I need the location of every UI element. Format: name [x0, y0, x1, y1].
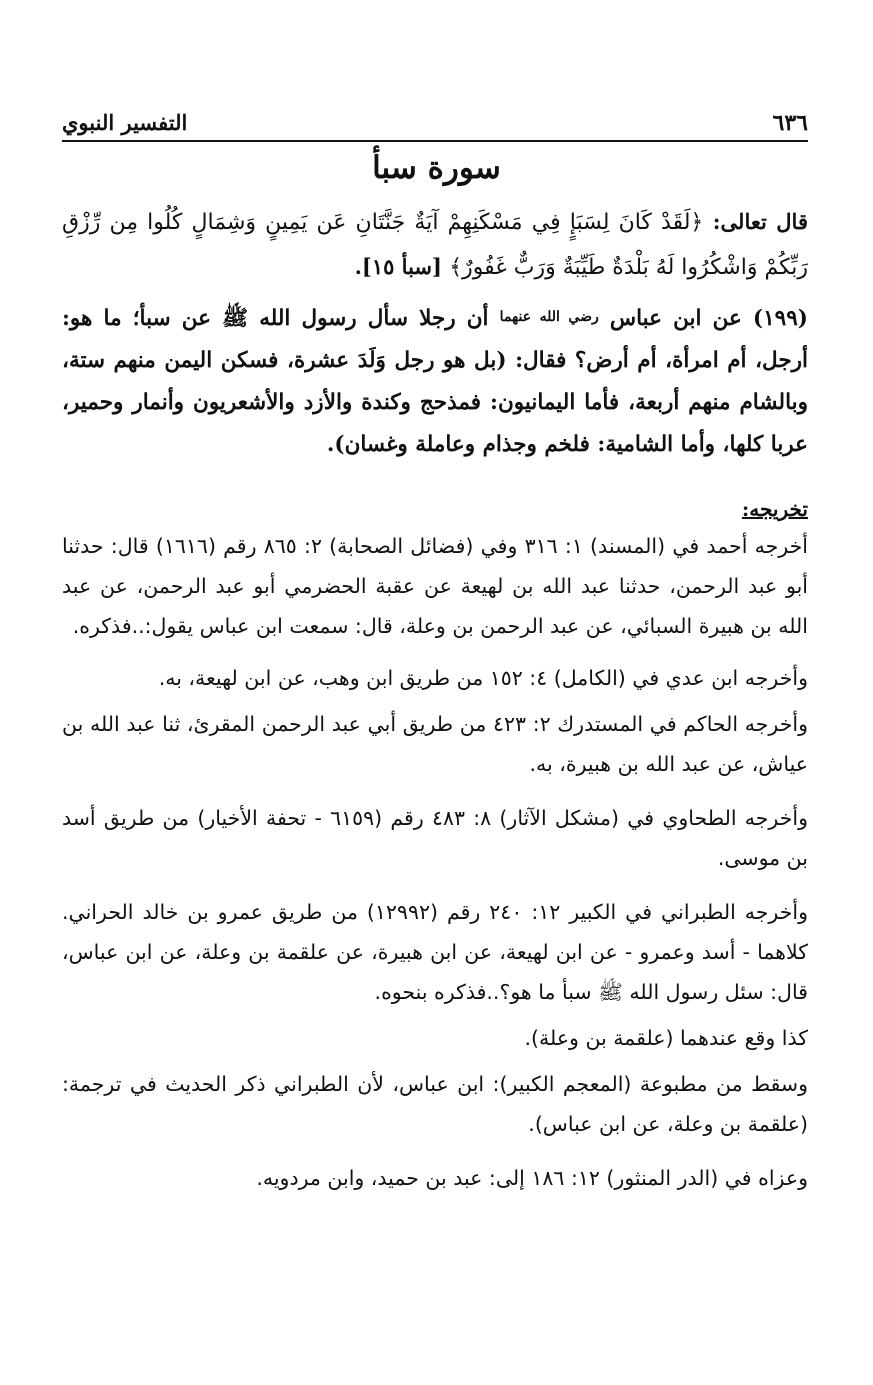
takhrij-paragraph-5 — [62, 892, 808, 1012]
quran-verse-block — [62, 200, 808, 290]
hadith-text-a: (١٩٩) عن ابن عباس — [609, 306, 808, 331]
honorific-companion: رضي الله عنهما — [499, 309, 599, 325]
honorific-prophet-2: ﷺ — [598, 980, 623, 1004]
takhrij-body — [62, 526, 808, 1212]
takhrij-paragraph-2: وأخرجه ابن عدي في (الكامل) ٤: ١٥٢ من طريق ابن وهب، عن ابن لهيعة، به. — [158, 666, 808, 690]
takhrij-paragraph-1: أخرجه أحمد في (المسند) ١: ٣١٦ وفي (فضائل الصحابة) ٢: ٨٦٥ رقم (١٦١٦) قال: حدثنا أبو عبد الرحمن، حدثنا عبد الله بن لهيعة عن عقبة الحضرمي أبو عبد الرحمن، عن عبد الله بن هبيرة السبائي، عن عبد الرحمن بن وعلة، قال: سمعت ابن عباس يقول:..فذكره. — [62, 534, 808, 638]
surah-title: سورة سبأ — [372, 150, 501, 186]
quran-verse: ﴿لَقَدْ كَانَ لِسَبَإٍ فِي مَسْكَنِهِمْ آيَةٌ جَنَّتَانِ عَن يَمِينٍ وَشِمَالٍ كُلُوا مِن رِّزْقِ رَبِّكُمْ وَاشْكُرُوا لَهُ بَلْدَةٌ طَيِّبَةٌ وَرَبٌّ غَفُورٌ﴾ — [62, 210, 808, 280]
honorific-prophet: ﷺ — [222, 306, 249, 331]
takhrij-paragraph-8: وعزاه في (الدر المنثور) ١٢: ١٨٦ إلى: عبد بن حميد، وابن مردويه. — [256, 1166, 808, 1190]
takhrij-paragraph-7: وسقط من مطبوعة (المعجم الكبير): ابن عباس، لأن الطبراني ذكر الحديث في ترجمة: (علقمة بن وعلة، عن ابن عباس). — [62, 1072, 808, 1136]
book-title: التفسير النبوي — [62, 110, 188, 135]
takhrij-paragraph-5-a: وأخرجه الطبراني في الكبير ١٢: ٢٤٠ رقم (١٢٩٩٢) من طريق عمرو بن خالد الحراني. كلاهما - أسد وعمرو - عن ابن لهيعة، عن ابن هبيرة، عن علقمة بن وعلة، عن ابن عباس، قال: سئل رسول الله — [62, 900, 808, 1004]
hadith-text — [62, 296, 808, 466]
page-header — [62, 110, 808, 142]
takhrij-paragraph-4: وأخرجه الطحاوي في (مشكل الآثار) ٨: ٤٨٣ رقم (٦١٥٩ - تحفة الأخيار) من طريق أسد بن موسى. — [62, 806, 808, 870]
takhrij-paragraph-3: وأخرجه الحاكم في المستدرك ٢: ٤٢٣ من طريق أبي عبد الرحمن المقرئ، ثنا عبد الله بن عياش، عن عبد الله بن هبيرة، به. — [62, 712, 808, 776]
takhrij-paragraph-5-b: سبأ ما هو؟..فذكره بنحوه. — [374, 980, 592, 1004]
quran-reference: [سبأ ١٥]. — [354, 254, 442, 279]
hadith-text-b: أن رجلا سأل رسول الله — [259, 306, 489, 331]
page-number: ٦٣٦ — [772, 110, 808, 136]
takhrij-heading: تخريجه: — [741, 497, 808, 521]
takhrij-paragraph-6: كذا وقع عندهما (علقمة بن وعلة). — [524, 1026, 808, 1050]
hadith-text-c: عن سبأ؛ ما هو: أرجل، أم امرأة، أم أرض؟ فقال: (بل هو رجل وَلَدَ عشرة، فسكن اليمن منهم ستة، وبالشام منهم أربعة، فأما اليمانيون: فمذحج وكندة والأزد والأشعريون وأنمار وحمير، عربا كلها، وأما الشامية: فلخم وجذام وعاملة وغسان). — [62, 306, 808, 457]
quran-intro: قال تعالى: — [712, 209, 808, 234]
